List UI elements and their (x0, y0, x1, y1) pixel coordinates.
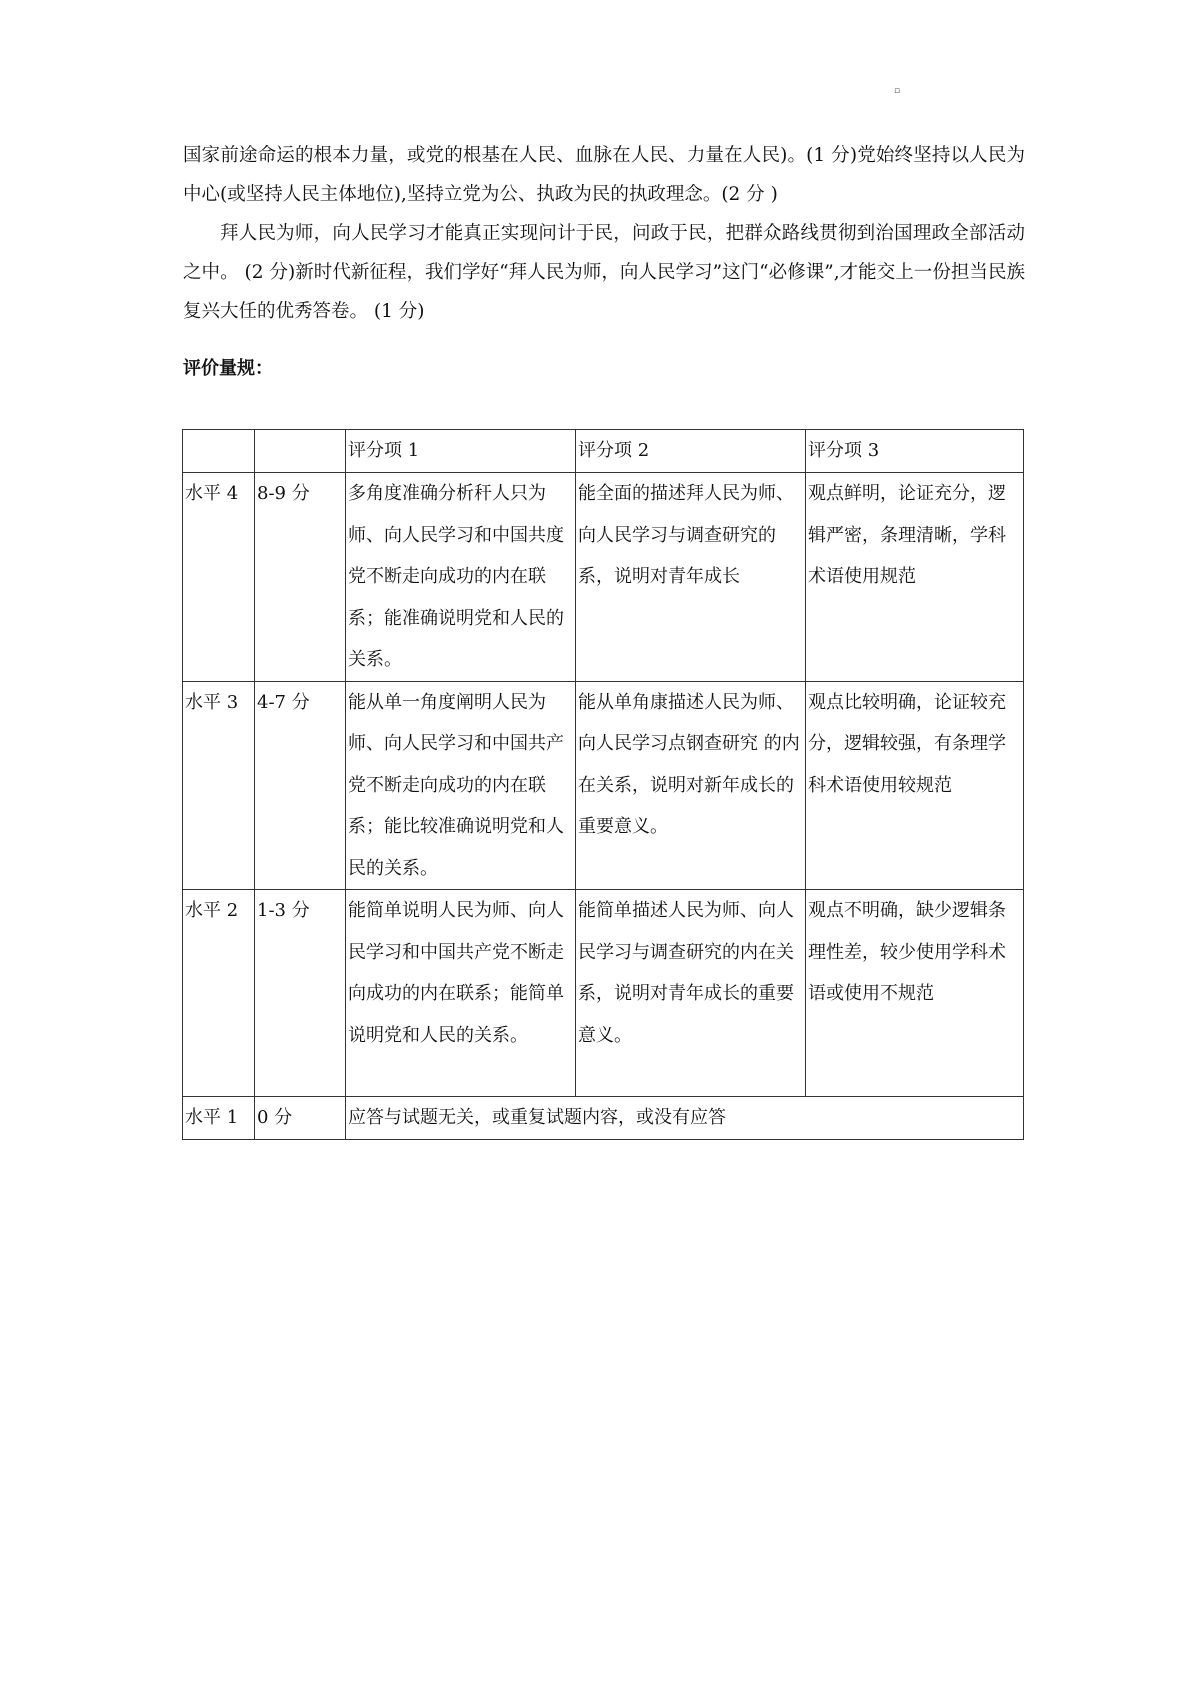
criteria-cell-3: 观点比较明确，论证较充分，逻辑较强，有条理学科术语使用较规范 (806, 681, 1024, 890)
score-cell: 4-7 分 (255, 681, 346, 890)
header-cell-item-1: 评分项 1 (346, 430, 576, 473)
table-row (183, 890, 1024, 1097)
answer-paragraph-2: 拜人民为师，向人民学习才能真正实现问计于民，问政于民，把群众路线贯彻到治国理政全部活动之中。 (2 分)新时代新征程，我们学好“拜人民为师，向人民学习”这门“必修课”,才能交上一份担当民族复兴大任的优秀答卷。 (1 分) (183, 223, 1025, 322)
level-cell: 水平 1 (183, 1097, 255, 1140)
criteria-cell-2: 能从单角康描述人民为师、向人民学习点钢查研究 的内在关系，说明对新年成长的重要意义。 (576, 681, 806, 890)
score-cell: 8-9 分 (255, 473, 346, 682)
level-cell: 水平 3 (183, 681, 255, 890)
table-row (183, 473, 1024, 682)
criteria-cell-merged: 应答与试题无关，或重复试题内容，或没有应答 (346, 1097, 1024, 1140)
criteria-cell-3: 观点不明确，缺少逻辑条理性差，较少使用学科术语或使用不规范 (806, 890, 1024, 1097)
criteria-cell-3: 观点鲜明，论证充分，逻辑严密，条理清晰，学科术语使用规范 (806, 473, 1024, 682)
header-cell-item-2: 评分项 2 (576, 430, 806, 473)
criteria-cell-1: 能简单说明人民为师、向人民学习和中国共产党不断走向成功的内在联系；能简单说明党和人民的关系。 (346, 890, 576, 1097)
level-cell: 水平 2 (183, 890, 255, 1097)
header-cell-item-3: 评分项 3 (806, 430, 1024, 473)
table-row (183, 681, 1024, 890)
table-header-row (183, 430, 1024, 473)
header-cell-level (183, 430, 255, 473)
level-cell: 水平 4 (183, 473, 255, 682)
criteria-cell-1: 多角度准确分析秆人只为师、向人民学习和中国共度党不断走向成功的内在联系；能准确说明党和人民的关系。 (346, 473, 576, 682)
rubric-table (182, 429, 1024, 1140)
score-cell: 1-3 分 (255, 890, 346, 1097)
criteria-cell-2: 能简单描述人民为师、向人民学习与调查研究的内在关系，说明对青年成长的重要意义。 (576, 890, 806, 1097)
page-mark: ▫ (894, 86, 901, 96)
table-row (183, 1097, 1024, 1140)
criteria-cell-1: 能从单一角度阐明人民为师、向人民学习和中国共产党不断走向成功的内在联系；能比较准确说明党和人民的关系。 (346, 681, 576, 890)
header-cell-score (255, 430, 346, 473)
rubric-label: 评价量规： (183, 358, 273, 379)
score-cell: 0 分 (255, 1097, 346, 1140)
answer-text (183, 136, 1025, 331)
criteria-cell-2: 能全面的描述拜人民为师、向人民学习与调查研究的系，说明对青年成长 (576, 473, 806, 682)
answer-paragraph-1: 国家前途命运的根本力量，或党的根基在人民、血脉在人民、力量在人民)。(1 分)党始终坚持以人民为中心(或坚持人民主体地位),坚持立党为公、执政为民的执政理念。(2 分 ) (183, 145, 1025, 205)
